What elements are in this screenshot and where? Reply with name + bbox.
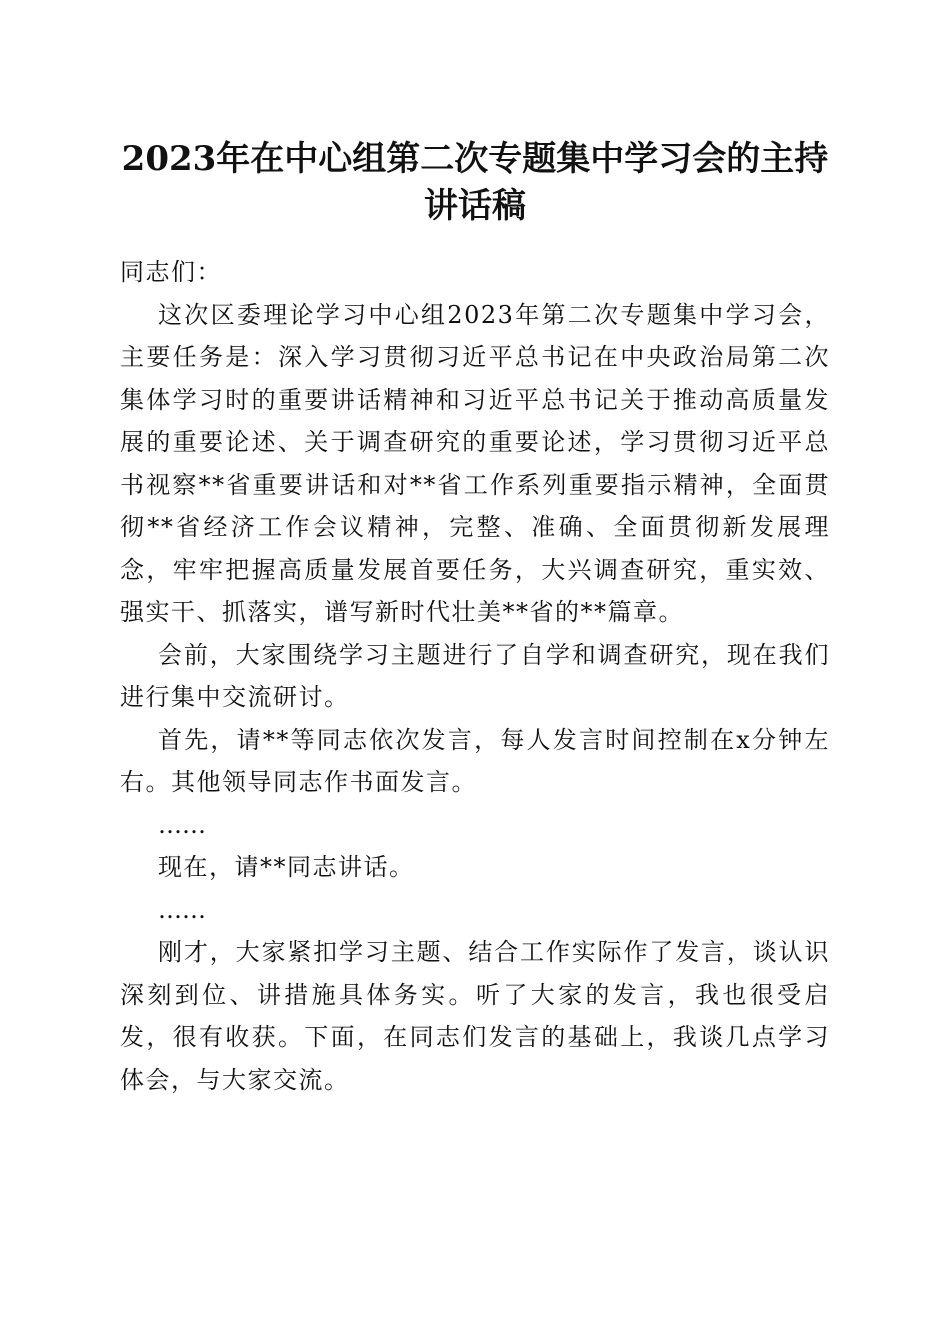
- paragraph-1: 这次区委理论学习中心组2023年第二次专题集中学习会，主要任务是：深入学习贯彻习近平总书记在中央政治局第二次集体学习时的重要讲话精神和习近平总书记关于推动高质量发展的重要论述、关于调查研究的重要论述，学习贯彻习近平总书视察**省重要讲话和对**省工作系列重要指示精神，全面贯彻**省经济工作会议精神，完整、准确、全面贯彻新发展理念，牢牢把握高质量发展首要任务，大兴调查研究，重实效、强实干、抓落实，谱写新时代壮美**省的**篇章。: [120, 300, 830, 626]
- paragraph-4: 现在，请**同志讲话。: [158, 853, 415, 881]
- paragraph-3: 首先，请**等同志依次发言，每人发言时间控制在x分钟左右。其他领导同志作书面发言。: [120, 725, 830, 796]
- document-body: [120, 251, 830, 1101]
- paragraph-5: 刚才，大家紧扣学习主题、结合工作实际作了发言，谈认识深刻到位、讲措施具体务实。听了大家的发言，我也很受启发，很有收获。下面，在同志们发言的基础上，我谈几点学习体会，与大家交流。: [120, 938, 830, 1094]
- document-title: 2023年在中心组第二次专题集中学习会的主持讲话稿: [121, 139, 829, 226]
- paragraph-2: 会前，大家围绕学习主题进行了自学和调查研究，现在我们进行集中交流研讨。: [120, 640, 830, 711]
- ellipsis-2: ……: [158, 895, 206, 924]
- ellipsis-1: ……: [158, 810, 206, 839]
- salutation: 同志们：: [120, 258, 222, 286]
